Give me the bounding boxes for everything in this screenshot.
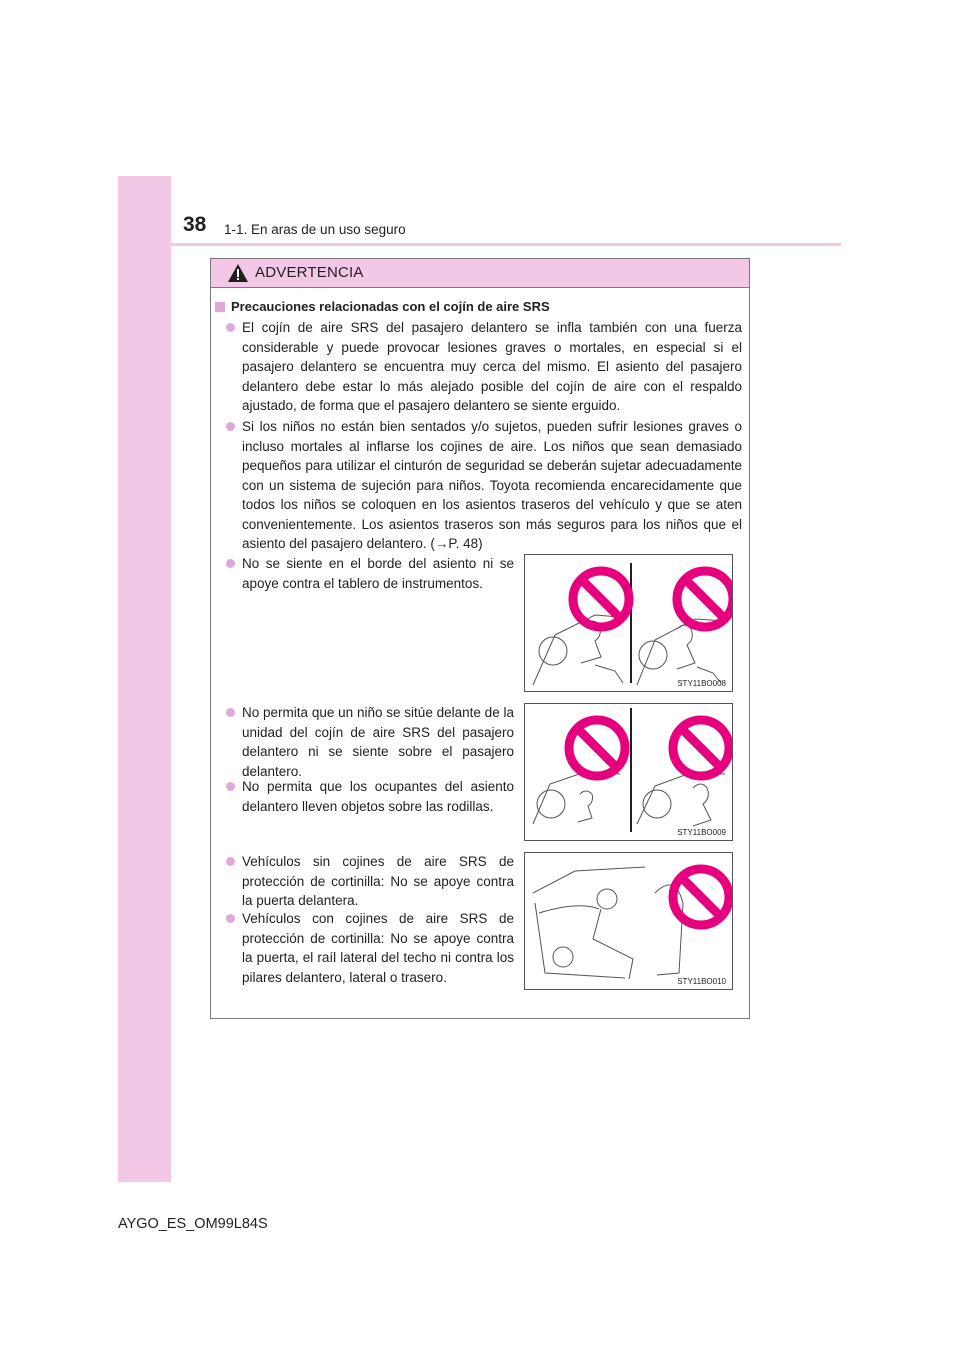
figure-illustration	[524, 852, 733, 990]
square-bullet-icon	[215, 302, 225, 312]
warning-header	[211, 259, 749, 288]
prohibited-sign-icon	[677, 571, 732, 627]
warning-subtitle-text: Precauciones relacionadas con el cojín de aire SRS	[231, 299, 550, 314]
warning-subtitle	[215, 299, 550, 314]
side-tab	[118, 176, 171, 1182]
bullet-dot-icon	[226, 559, 235, 568]
prohibited-sign-icon	[573, 571, 629, 627]
bullet-text: Si los niños no están bien sentados y/o sujetos, pueden sufrir lesiones graves o incluso mortales al inflarse los cojines de aire. Los niños que sean demasiado pequeños para utilizar el cinturón de seguridad se deberán sujetar adecuadamente con un sistema de sujeción para niños. Toyota recomienda encarecidamente que todos los niños se coloquen en los asientos traseros del vehículo y que se aten convenientemente. Los asientos traseros son más seguros para los niños que el asiento del pasajero delantero. (→P. 48)	[242, 419, 742, 551]
warning-title: ADVERTENCIA	[255, 264, 364, 281]
section-title: 1-1. En aras de un uso seguro	[224, 222, 406, 237]
page-number: 38	[183, 213, 207, 236]
airbag-seating-illustration	[525, 555, 732, 691]
bullet-text: Vehículos sin cojines de aire SRS de protección de cortinilla: No se apoye contra la puerta delantera.	[242, 854, 514, 908]
prohibited-sign-icon	[673, 720, 729, 776]
bullet-item	[242, 554, 514, 593]
bullet-dot-icon	[226, 782, 235, 791]
header-rule	[171, 243, 841, 246]
bullet-item	[242, 703, 514, 781]
doc-code: AYGO_ES_OM99L84S	[118, 1216, 268, 1232]
bullet-item	[242, 417, 742, 554]
figure-code: STY11BO009	[677, 828, 726, 837]
figure-illustration	[524, 703, 733, 841]
bullet-text: El cojín de aire SRS del pasajero delantero se infla también con una fuerza considerable y puede provocar lesiones graves o mortales, en especial si el pasajero delantero se encuentra muy cerca del mismo. El asiento del pasajero delantero debe estar lo más alejado posible del cojín de aire con el respaldo ajustado, de forma que el pasajero delantero se siente erguido.	[242, 320, 742, 413]
bullet-dot-icon	[226, 914, 235, 923]
figure-code: STY11BO008	[677, 679, 726, 688]
bullet-text: No permita que los ocupantes del asiento delantero lleven objetos sobre las rodillas.	[242, 779, 514, 814]
figure-illustration	[524, 554, 733, 692]
bullet-item	[242, 852, 514, 911]
bullet-item	[242, 777, 514, 816]
bullet-dot-icon	[226, 323, 235, 332]
figure-code: STY11BO010	[677, 977, 726, 986]
bullet-text: No se siente en el borde del asiento ni se apoye contra el tablero de instrumentos.	[242, 556, 514, 591]
warning-triangle-icon	[227, 263, 249, 283]
bullet-item	[242, 318, 742, 416]
prohibited-sign-icon	[569, 720, 625, 776]
bullet-dot-icon	[226, 708, 235, 717]
door-lean-illustration	[525, 853, 732, 989]
airbag-child-illustration	[525, 704, 732, 840]
bullet-item	[242, 909, 514, 987]
bullet-text: Vehículos con cojines de aire SRS de protección de cortinilla: No se apoye contra la puerta, el raíl lateral del techo ni contra los pilares delantero, lateral o trasero.	[242, 911, 514, 985]
bullet-dot-icon	[226, 857, 235, 866]
bullet-text: No permita que un niño se sitúe delante de la unidad del cojín de aire SRS del pasajero delantero ni se siente sobre el pasajero delantero.	[242, 705, 514, 779]
bullet-dot-icon	[226, 422, 235, 431]
